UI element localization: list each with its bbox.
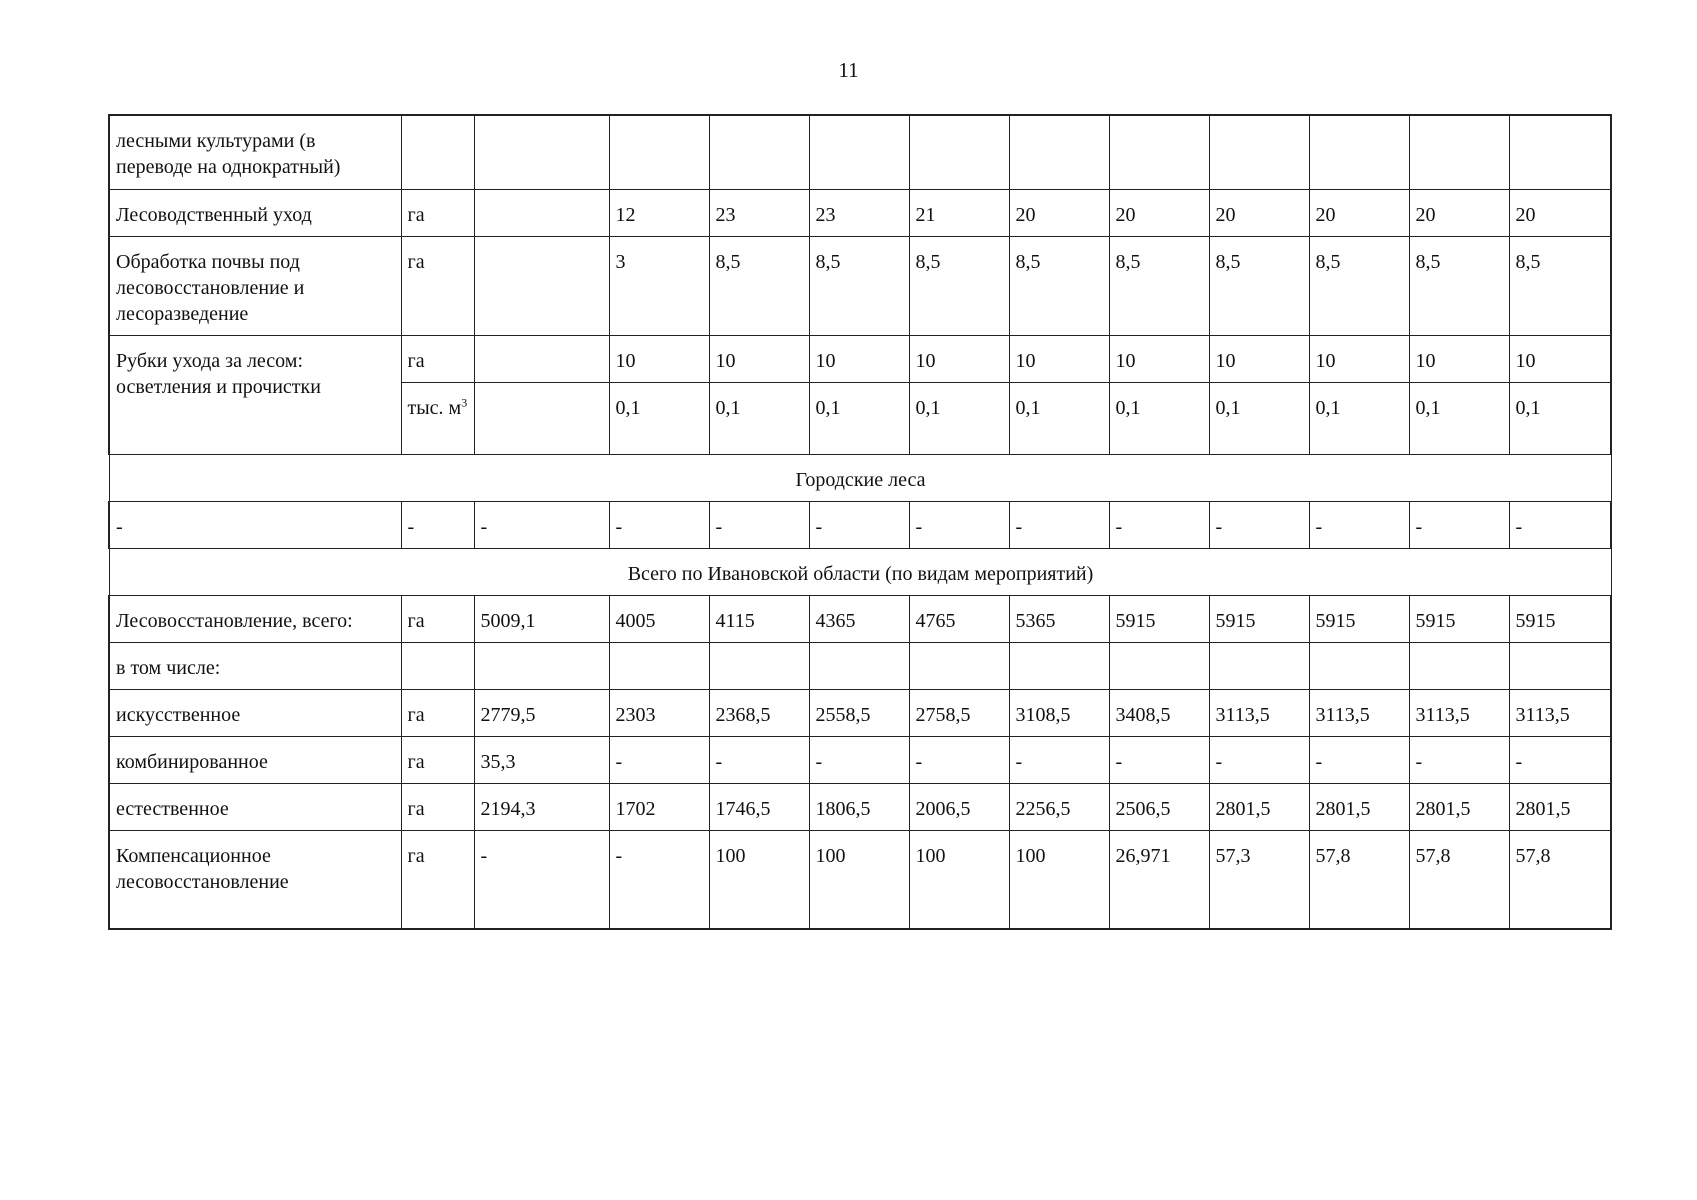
value-cell: -: [709, 736, 809, 783]
row-label: Компенсационное лесовосстановление: [109, 830, 401, 929]
unit-text: га: [407, 703, 425, 726]
value-cell: [1509, 115, 1611, 189]
value-cell: 3108,5: [1009, 689, 1109, 736]
value-cell: -: [709, 501, 809, 548]
value-cell: 2256,5: [1009, 783, 1109, 830]
value-cell: [909, 115, 1009, 189]
value-cell: [474, 382, 609, 454]
value-cell: -: [1309, 736, 1409, 783]
section-title: Городские леса: [109, 454, 1611, 501]
table-row: [109, 736, 1611, 783]
value-cell: [1409, 115, 1509, 189]
unit-text: га: [407, 609, 425, 632]
value-cell: 1806,5: [809, 783, 909, 830]
value-cell: 57,8: [1509, 830, 1611, 929]
unit-cell: [401, 595, 474, 642]
unit-text: га: [407, 844, 425, 867]
value-cell: 100: [809, 830, 909, 929]
value-cell: 57,3: [1209, 830, 1309, 929]
row-label: Лесовосстановление, всего:: [109, 595, 401, 642]
value-cell: 8,5: [909, 236, 1009, 335]
value-cell: [474, 642, 609, 689]
unit-cell: [401, 236, 474, 335]
value-cell: [609, 642, 709, 689]
value-cell: 3113,5: [1309, 689, 1409, 736]
value-cell: -: [1109, 501, 1209, 548]
value-cell: 20: [1309, 189, 1409, 236]
value-cell: [1309, 642, 1409, 689]
value-cell: 100: [909, 830, 1009, 929]
value-cell: 20: [1509, 189, 1611, 236]
value-cell: [909, 642, 1009, 689]
unit-text: га: [407, 750, 425, 773]
value-cell: -: [474, 830, 609, 929]
value-cell: -: [809, 501, 909, 548]
value-cell: [474, 189, 609, 236]
row-label: комбинированное: [109, 736, 401, 783]
value-cell: 5915: [1409, 595, 1509, 642]
section-header-row: [109, 454, 1611, 501]
value-cell: 8,5: [1309, 236, 1409, 335]
unit-cell: [401, 689, 474, 736]
value-cell: -: [1009, 736, 1109, 783]
value-cell: 5915: [1209, 595, 1309, 642]
value-cell: 3: [609, 236, 709, 335]
value-cell: 21: [909, 189, 1009, 236]
row-label: естественное: [109, 783, 401, 830]
row-label: искусственное: [109, 689, 401, 736]
value-cell: 2558,5: [809, 689, 909, 736]
value-cell: [809, 642, 909, 689]
value-cell: 100: [709, 830, 809, 929]
value-cell: 10: [909, 335, 1009, 382]
value-cell: 0,1: [1409, 382, 1509, 454]
value-cell: 35,3: [474, 736, 609, 783]
value-cell: 5915: [1109, 595, 1209, 642]
value-cell: 2801,5: [1409, 783, 1509, 830]
value-cell: 2368,5: [709, 689, 809, 736]
value-cell: 2303: [609, 689, 709, 736]
value-cell: 10: [1109, 335, 1209, 382]
value-cell: 5009,1: [474, 595, 609, 642]
value-cell: 2006,5: [909, 783, 1009, 830]
value-cell: 8,5: [1009, 236, 1109, 335]
value-cell: 2801,5: [1209, 783, 1309, 830]
table-row: [109, 783, 1611, 830]
value-cell: -: [1509, 736, 1611, 783]
value-cell: 20: [1109, 189, 1209, 236]
row-label: в том числе:: [109, 642, 401, 689]
value-cell: 10: [1309, 335, 1409, 382]
value-cell: 2801,5: [1509, 783, 1611, 830]
value-cell: -: [809, 736, 909, 783]
value-cell: [474, 236, 609, 335]
value-cell: 1746,5: [709, 783, 809, 830]
value-cell: -: [909, 501, 1009, 548]
value-cell: 3113,5: [1509, 689, 1611, 736]
unit-cell: [401, 736, 474, 783]
value-cell: -: [1009, 501, 1109, 548]
value-cell: [1209, 115, 1309, 189]
value-cell: -: [1409, 736, 1509, 783]
value-cell: 4005: [609, 595, 709, 642]
value-cell: 23: [709, 189, 809, 236]
unit-cell: [401, 783, 474, 830]
value-cell: [1009, 642, 1109, 689]
unit-text: га: [407, 250, 425, 273]
table-row: [109, 189, 1611, 236]
value-cell: 0,1: [809, 382, 909, 454]
value-cell: [474, 335, 609, 382]
value-cell: 4765: [909, 595, 1009, 642]
value-cell: [1109, 642, 1209, 689]
value-cell: [1209, 642, 1309, 689]
section-header-row: [109, 548, 1611, 595]
value-cell: 3113,5: [1409, 689, 1509, 736]
value-cell: 8,5: [1209, 236, 1309, 335]
unit-cell: [401, 189, 474, 236]
value-cell: 3113,5: [1209, 689, 1309, 736]
value-cell: 2506,5: [1109, 783, 1209, 830]
value-cell: -: [909, 736, 1009, 783]
page-number: 11: [838, 58, 859, 82]
value-cell: 5915: [1509, 595, 1611, 642]
unit-cell: [401, 642, 474, 689]
value-cell: 20: [1409, 189, 1509, 236]
value-cell: 23: [809, 189, 909, 236]
unit-text: га: [407, 797, 425, 820]
table-row: [109, 236, 1611, 335]
value-cell: 10: [609, 335, 709, 382]
unit-cell: [401, 501, 474, 548]
unit-cell: [401, 335, 474, 382]
forest-activities-table: [108, 114, 1612, 930]
row-label: Рубки ухода за лесом: осветления и прочистки: [109, 335, 401, 454]
value-cell: 2758,5: [909, 689, 1009, 736]
value-cell: 5365: [1009, 595, 1109, 642]
value-cell: -: [609, 736, 709, 783]
unit-text: -: [407, 515, 415, 538]
value-cell: 8,5: [809, 236, 909, 335]
value-cell: 57,8: [1409, 830, 1509, 929]
row-label: лесными культурами (в переводе на однократный): [109, 115, 401, 189]
value-cell: 2801,5: [1309, 783, 1409, 830]
value-cell: 0,1: [609, 382, 709, 454]
value-cell: -: [1309, 501, 1409, 548]
value-cell: [809, 115, 909, 189]
unit-superscript: 3: [461, 394, 468, 409]
value-cell: 2779,5: [474, 689, 609, 736]
value-cell: 12: [609, 189, 709, 236]
value-cell: 8,5: [709, 236, 809, 335]
value-cell: 4365: [809, 595, 909, 642]
value-cell: 8,5: [1109, 236, 1209, 335]
value-cell: 8,5: [1409, 236, 1509, 335]
section-title: Всего по Ивановской области (по видам мероприятий): [109, 548, 1611, 595]
table-row: [109, 595, 1611, 642]
value-cell: 2194,3: [474, 783, 609, 830]
value-cell: 0,1: [1209, 382, 1309, 454]
value-cell: -: [1209, 501, 1309, 548]
unit-cell: [401, 382, 474, 454]
value-cell: 3408,5: [1109, 689, 1209, 736]
value-cell: 0,1: [1309, 382, 1409, 454]
value-cell: 10: [709, 335, 809, 382]
row-label: -: [109, 501, 401, 548]
value-cell: -: [609, 830, 709, 929]
value-cell: 4115: [709, 595, 809, 642]
value-cell: 20: [1209, 189, 1309, 236]
value-cell: 10: [1009, 335, 1109, 382]
value-cell: 20: [1009, 189, 1109, 236]
value-cell: 10: [1409, 335, 1509, 382]
value-cell: [1109, 115, 1209, 189]
value-cell: 0,1: [1009, 382, 1109, 454]
value-cell: 0,1: [709, 382, 809, 454]
row-label: Лесоводственный уход: [109, 189, 401, 236]
value-cell: 10: [1209, 335, 1309, 382]
unit-text: тыс. м: [407, 396, 462, 419]
value-cell: [1009, 115, 1109, 189]
value-cell: [609, 115, 709, 189]
value-cell: 0,1: [1509, 382, 1611, 454]
unit-cell: [401, 830, 474, 929]
value-cell: [709, 642, 809, 689]
value-cell: -: [474, 501, 609, 548]
table-row: [109, 689, 1611, 736]
value-cell: 100: [1009, 830, 1109, 929]
value-cell: 10: [1509, 335, 1611, 382]
unit-text: га: [407, 349, 425, 372]
value-cell: -: [609, 501, 709, 548]
value-cell: 57,8: [1309, 830, 1409, 929]
value-cell: 0,1: [1109, 382, 1209, 454]
value-cell: -: [1109, 736, 1209, 783]
value-cell: 1702: [609, 783, 709, 830]
table-row: [109, 642, 1611, 689]
value-cell: -: [1409, 501, 1509, 548]
unit-cell: [401, 115, 474, 189]
value-cell: 5915: [1309, 595, 1409, 642]
table-row: [109, 830, 1611, 929]
value-cell: [1509, 642, 1611, 689]
value-cell: 10: [809, 335, 909, 382]
row-label: Обработка почвы под лесовосстановление и лесоразведение: [109, 236, 401, 335]
table-row: [109, 335, 1611, 382]
value-cell: [474, 115, 609, 189]
value-cell: 26,971: [1109, 830, 1209, 929]
value-cell: [709, 115, 809, 189]
value-cell: 8,5: [1509, 236, 1611, 335]
table-row: [109, 115, 1611, 189]
unit-text: га: [407, 203, 425, 226]
table-row: [109, 501, 1611, 548]
value-cell: [1309, 115, 1409, 189]
value-cell: -: [1209, 736, 1309, 783]
value-cell: 0,1: [909, 382, 1009, 454]
value-cell: [1409, 642, 1509, 689]
value-cell: -: [1509, 501, 1611, 548]
